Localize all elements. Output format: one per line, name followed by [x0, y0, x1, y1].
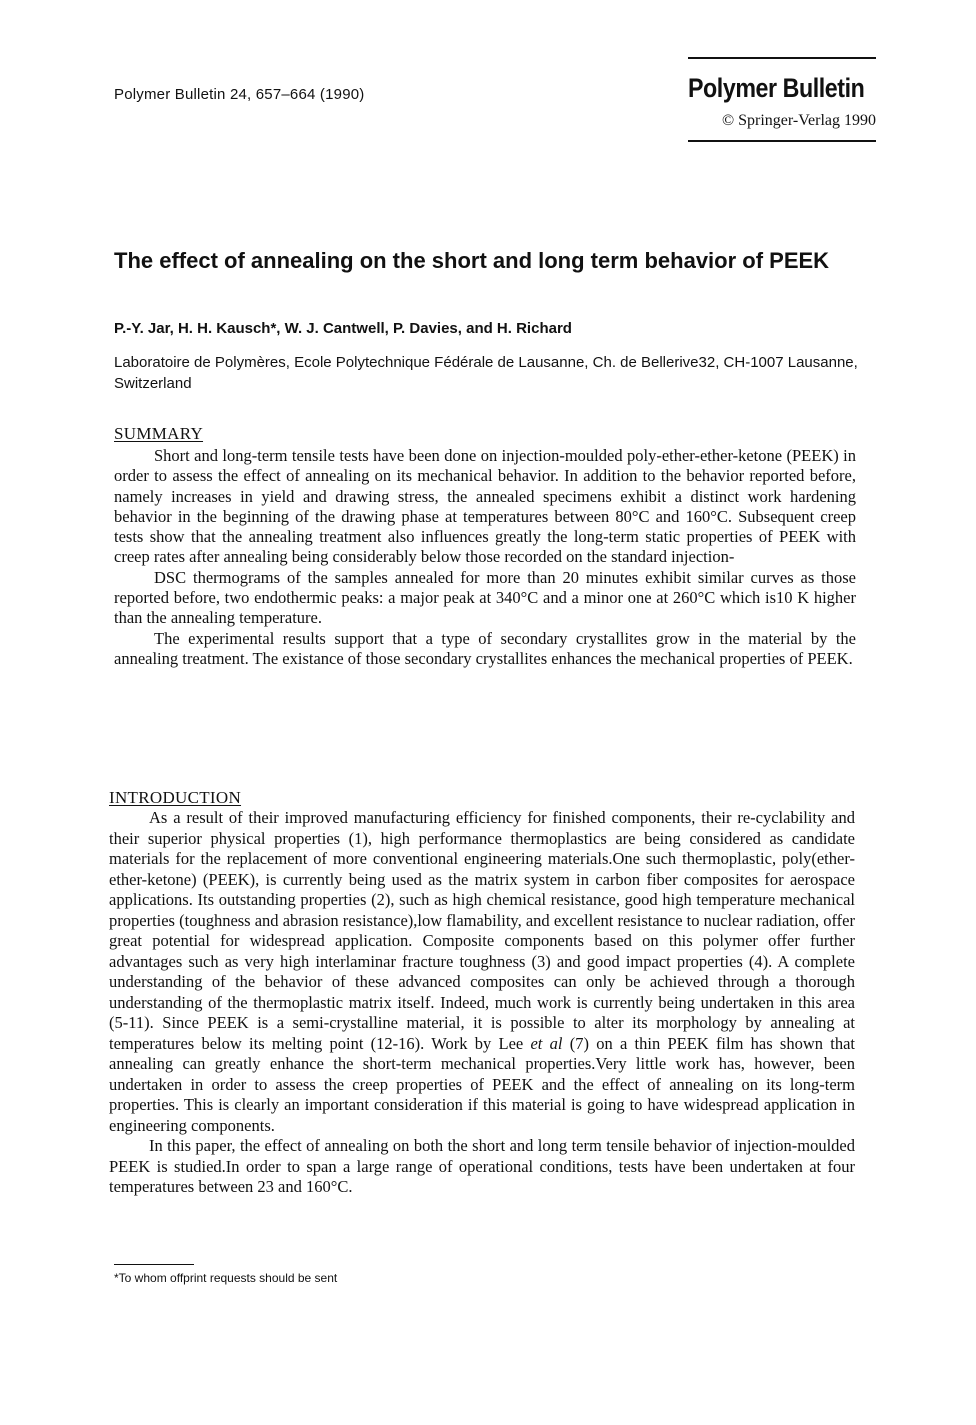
intro-italic-segment: et al	[530, 1033, 563, 1053]
introduction-paragraph	[109, 808, 855, 1136]
paper-title: The effect of annealing on the short and long term behavior of PEEK	[114, 248, 830, 273]
summary-paragraph: DSC thermograms of the samples annealed for more than 20 minutes exhibit similar curves as those reported before, two endothermic peaks: a major peak at 340°C and a minor one at 260°C which is10 K higher than the annealing temperature.	[114, 567, 856, 628]
author-affiliation: Laboratoire de Polymères, Ecole Polytechnique Fédérale de Lausanne, Ch. de Bellerive32, CH-1007 Lausanne, Switzerland	[114, 354, 858, 392]
introduction-body	[109, 808, 855, 1198]
copyright-line: © Springer-Verlag 1990	[721, 112, 876, 129]
masthead-bottom-rule	[688, 140, 876, 142]
journal-masthead	[688, 57, 876, 142]
summary-paragraph: The experimental results support that a type of secondary crystallites grow in the material by the annealing treatment. The existance of those secondary crystallites enhances the mechanical properties of PEEK.	[114, 628, 856, 668]
summary-heading: SUMMARY	[114, 424, 204, 443]
author-list: P.-Y. Jar, H. H. Kausch*, W. J. Cantwell, P. Davies, and H. Richard	[114, 320, 572, 337]
journal-name: Polymer Bulletin	[688, 73, 865, 103]
footnote: *To whom offprint requests should be sent	[114, 1271, 338, 1285]
introduction-heading: INTRODUCTION	[109, 788, 242, 807]
footnote-rule	[114, 1264, 194, 1265]
intro-text-segment: (7) on a thin PEEK film has shown that annealing can greatly enhance the short-term mechanical properties.Very little work has, however, been undertaken in order to assess the creep properties of PEEK and the effect of annealing on its long-term properties. This is clearly an important consideration if this material is going to have widespread application in engineering components.	[109, 1033, 856, 1135]
summary-body	[114, 446, 856, 669]
summary-paragraph: Short and long-term tensile tests have been done on injection-moulded poly-ether-ether-ketone (PEEK) in order to assess the effect of annealing on its mechanical behavior. In addition to the behavior reported before, namely increases in yield and drawing stress, the annealed specimens exhibit a distinct work hardening behavior in the beginning of the drawing phase at temperatures between 80°C and 160°C. Subsequent creep tests show that the annealing treatment also influences greatly the long-term static properties of PEEK with creep rates after annealing being considerably below those recorded on the standard injection-	[114, 446, 856, 567]
introduction-paragraph: In this paper, the effect of annealing on both the short and long term tensile behavior of injection-moulded PEEK is studied.In order to span a large range of operational conditions, tests have been undertaken at four temperatures between 23 and 160°C.	[109, 1136, 855, 1196]
masthead-top-rule	[688, 57, 876, 59]
intro-text-segment: As a result of their improved manufacturing efficiency for finished components, their re-cyclability and their superior physical properties (1), high performance thermoplastics are being considered as candidate materials for the replacement of more conventional engineering materials.One such thermoplastic, poly(ether-ether-ketone) (PEEK), is currently being used as the matrix system in carbon fiber composites for aerospace applications. Its outstanding properties (2), such as high chemical resistance, good high temperature mechanical properties (toughness and abrasion resistance),low flamability, and excellent resistance to nuclear radiation, offer great potential for widespread application. Composite components based on this polymer offer further advantages such as very high interlaminar fracture toughness (3) and good impact properties (4). A complete understanding of the behavior of these advanced composites can only be achieved through a thorough understanding of the thermoplastic matrix itself. Indeed, much work is currently being undertaken in this area (5-11). Since PEEK is a semi-crystalline material, it is possible to alter its morphology by annealing at temperatures below its melting point (12-16). Work by Lee	[109, 808, 855, 1053]
journal-citation: Polymer Bulletin 24, 657–664 (1990)	[114, 86, 365, 103]
